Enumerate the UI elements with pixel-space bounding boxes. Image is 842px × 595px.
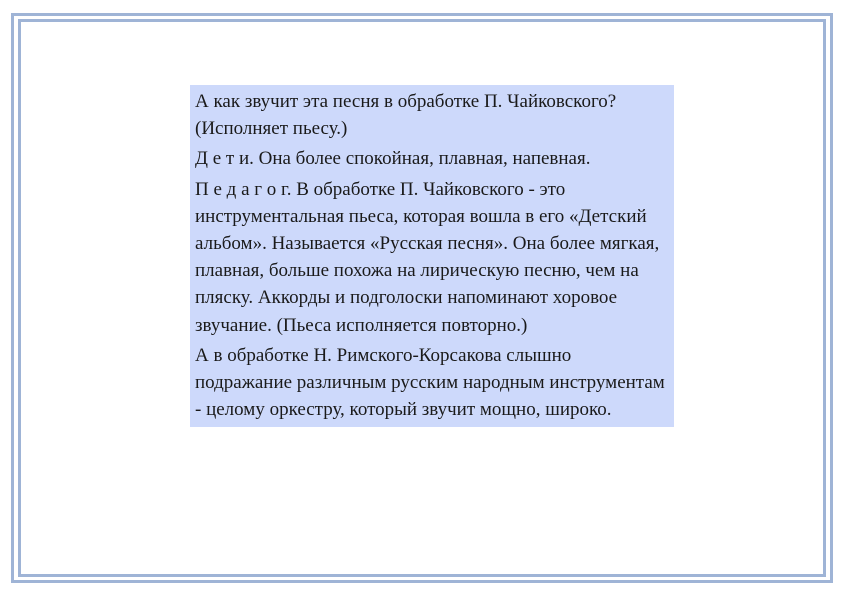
paragraph-teacher-explanation: П е д а г о г. В обработке П. Чайковского - это инструментальная пьеса, которая вошла в его «Детский альбом». Называется «Русская песня». Она более мягкая, плавная, больше похожа на лирическую песню, чем на пляску. Аккорды и подголоски напоминают хоровое звучание. (Пьеса исполняется повторно.) bbox=[195, 178, 660, 336]
paragraph-children-answer: Д е т и. Она более спокойная, плавная, напевная. bbox=[195, 148, 591, 170]
text-box bbox=[190, 85, 674, 427]
paragraph-rimsky-korsakov: А в обработке Н. Римского-Корсакова слышно подражание различным русским народным инструментам - целому оркестру, который звучит мощно, широко. bbox=[195, 344, 665, 421]
paragraph-question: А как звучит эта песня в обработке П. Чайковского? (Исполняет пьесу.) bbox=[195, 91, 617, 140]
